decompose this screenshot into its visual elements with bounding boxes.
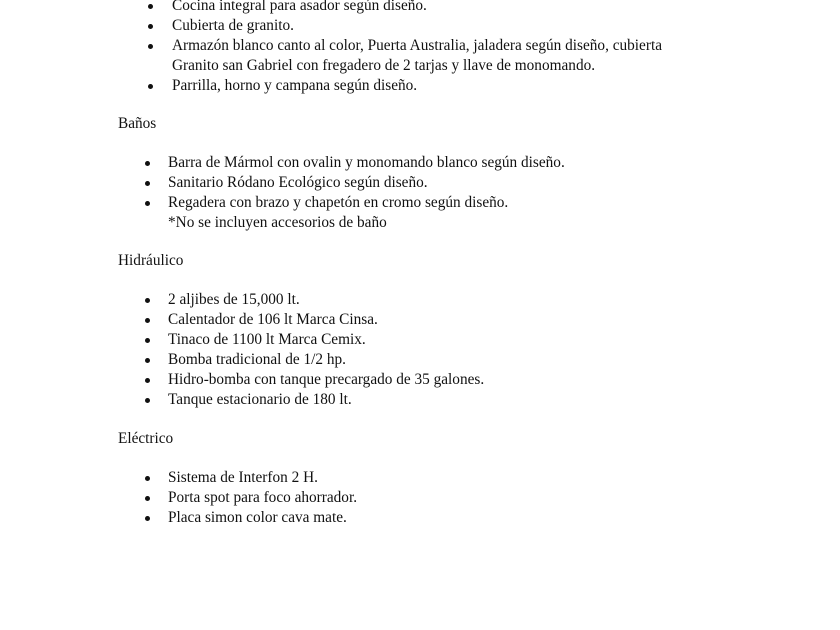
list-item: Cubierta de granito. bbox=[172, 17, 294, 34]
bullet-icon bbox=[145, 201, 150, 206]
bullet-icon bbox=[145, 318, 150, 323]
list-item-continuation: Granito san Gabriel con fregadero de 2 tarjas y llave de monomando. bbox=[172, 57, 596, 74]
bullet-icon bbox=[145, 516, 150, 521]
section-heading-electrico: Eléctrico bbox=[118, 430, 174, 447]
bullet-icon bbox=[145, 338, 150, 343]
list-item-note: *No se incluyen accesorios de baño bbox=[168, 214, 387, 231]
list-item: Tanque estacionario de 180 lt. bbox=[168, 391, 352, 408]
bullet-icon bbox=[145, 298, 150, 303]
bullet-icon bbox=[148, 84, 153, 89]
list-item: 2 aljibes de 15,000 lt. bbox=[168, 291, 300, 308]
bullet-icon bbox=[148, 24, 153, 29]
bullet-icon bbox=[145, 161, 150, 166]
bullet-icon bbox=[145, 496, 150, 501]
list-item: Placa simon color cava mate. bbox=[168, 509, 347, 526]
bullet-icon bbox=[145, 398, 150, 403]
list-item: Hidro-bomba con tanque precargado de 35 galones. bbox=[168, 371, 485, 388]
list-item: Armazón blanco canto al color, Puerta Australia, jaladera según diseño, cubierta bbox=[172, 37, 662, 54]
bullet-icon bbox=[145, 181, 150, 186]
list-item: Parrilla, horno y campana según diseño. bbox=[172, 77, 418, 94]
bullet-icon bbox=[145, 378, 150, 383]
bullet-icon bbox=[145, 476, 150, 481]
list-item: Regadera con brazo y chapetón en cromo según diseño. bbox=[168, 194, 509, 211]
section-heading-hidraulico: Hidráulico bbox=[118, 252, 184, 269]
list-item: Sanitario Ródano Ecológico según diseño. bbox=[168, 174, 428, 191]
list-item: Sistema de Interfon 2 H. bbox=[168, 469, 318, 486]
section-heading-banos: Baños bbox=[118, 115, 157, 132]
bullet-icon bbox=[148, 4, 153, 9]
list-item: Calentador de 106 lt Marca Cinsa. bbox=[168, 311, 378, 328]
list-item: Cocina integral para asador según diseño. bbox=[172, 0, 427, 14]
list-item: Barra de Mármol con ovalin y monomando blanco según diseño. bbox=[168, 154, 565, 171]
list-item: Porta spot para foco ahorrador. bbox=[168, 489, 358, 506]
bullet-icon bbox=[148, 44, 153, 49]
list-item: Tinaco de 1100 lt Marca Cemix. bbox=[168, 331, 366, 348]
bullet-icon bbox=[145, 358, 150, 363]
list-item: Bomba tradicional de 1/2 hp. bbox=[168, 351, 346, 368]
